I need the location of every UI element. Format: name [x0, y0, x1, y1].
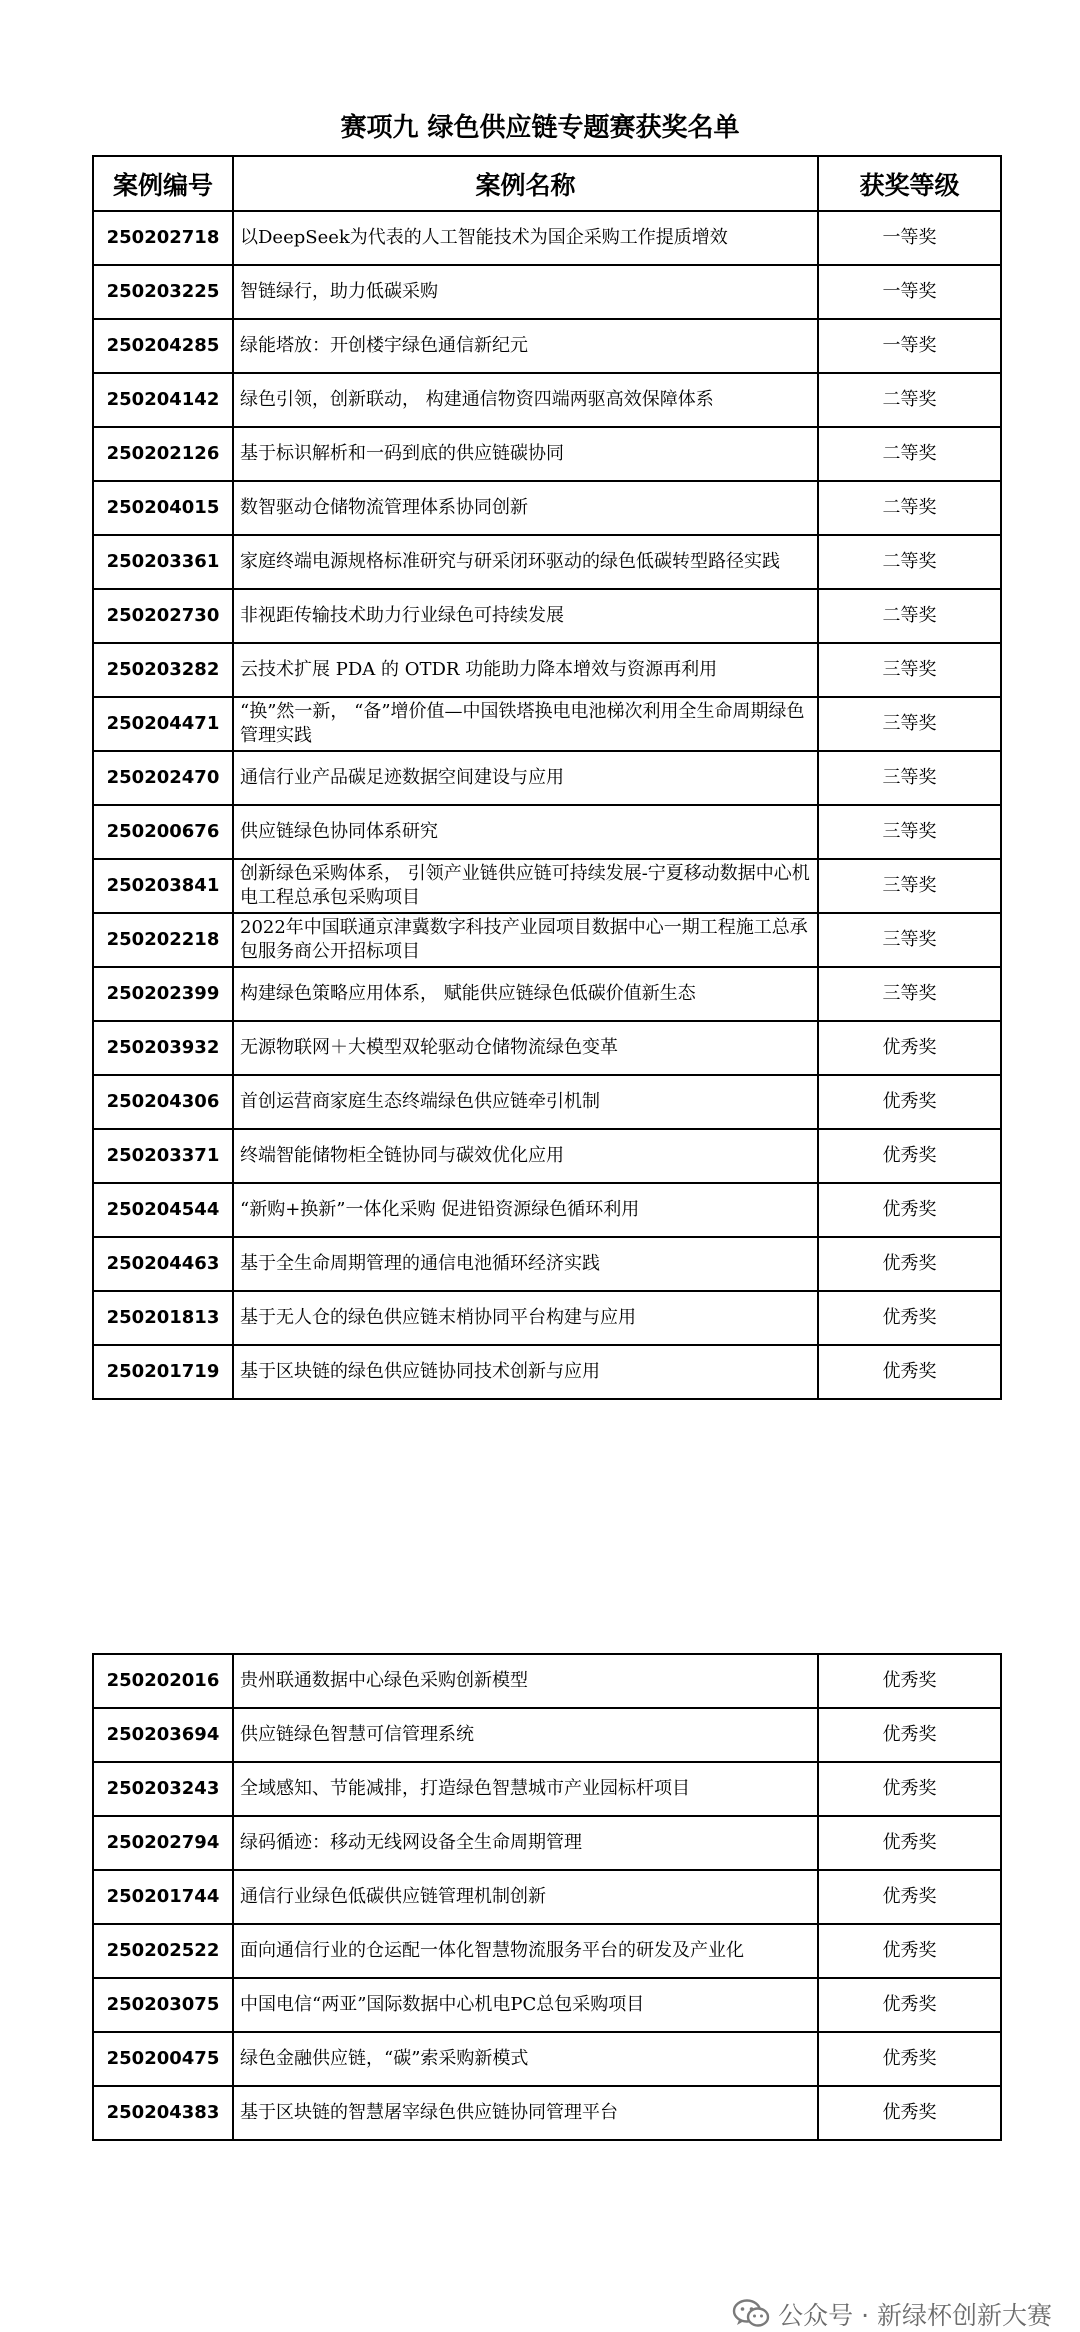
- case-id-cell: 250202470: [93, 751, 233, 805]
- case-id-cell: 250203243: [93, 1762, 233, 1816]
- award-level-cell: 优秀奖: [818, 2032, 1001, 2086]
- table-row: [93, 751, 1001, 805]
- award-level-cell: 三等奖: [818, 697, 1001, 751]
- case-name-cell: 云技术扩展 PDA 的 OTDR 功能助力降本增效与资源再利用: [233, 643, 818, 697]
- case-name-cell: 贵州联通数据中心绿色采购创新模型: [233, 1654, 818, 1708]
- table-row: [93, 1762, 1001, 1816]
- header-case-id: 案例编号: [93, 156, 233, 211]
- award-level-cell: 优秀奖: [818, 1183, 1001, 1237]
- watermark: [732, 2296, 1052, 2332]
- case-name-cell: 供应链绿色协同体系研究: [233, 805, 818, 859]
- award-level-cell: 优秀奖: [818, 1237, 1001, 1291]
- case-id-cell: 250203932: [93, 1021, 233, 1075]
- case-id-cell: 250202794: [93, 1816, 233, 1870]
- case-id-cell: 250201813: [93, 1291, 233, 1345]
- table-row: [93, 1183, 1001, 1237]
- award-level-cell: 优秀奖: [818, 1924, 1001, 1978]
- award-level-cell: 优秀奖: [818, 1345, 1001, 1399]
- case-id-cell: 250204015: [93, 481, 233, 535]
- award-level-cell: 三等奖: [818, 805, 1001, 859]
- award-level-cell: 优秀奖: [818, 1291, 1001, 1345]
- award-level-cell: 优秀奖: [818, 1978, 1001, 2032]
- awards-table-1: [92, 155, 1002, 1400]
- table-row: [93, 427, 1001, 481]
- table-row: [93, 805, 1001, 859]
- case-id-cell: 250203694: [93, 1708, 233, 1762]
- case-name-cell: “换”然一新， “备”增价值—中国铁塔换电电池梯次利用全生命周期绿色管理实践: [233, 697, 818, 751]
- award-level-cell: 三等奖: [818, 967, 1001, 1021]
- award-level-cell: 三等奖: [818, 643, 1001, 697]
- case-name-cell: “新购+换新”一体化采购 促进铅资源绿色循环利用: [233, 1183, 818, 1237]
- case-name-cell: 全域感知、节能减排，打造绿色智慧城市产业园标杆项目: [233, 1762, 818, 1816]
- case-name-cell: 面向通信行业的仓运配一体化智慧物流服务平台的研发及产业化: [233, 1924, 818, 1978]
- award-level-cell: 二等奖: [818, 427, 1001, 481]
- case-name-cell: 绿码循迹：移动无线网设备全生命周期管理: [233, 1816, 818, 1870]
- case-name-cell: 基于全生命周期管理的通信电池循环经济实践: [233, 1237, 818, 1291]
- case-name-cell: 无源物联网＋大模型双轮驱动仓储物流绿色变革: [233, 1021, 818, 1075]
- award-level-cell: 优秀奖: [818, 1762, 1001, 1816]
- table-row: [93, 643, 1001, 697]
- table-header-row: [93, 156, 1001, 211]
- table-row: [93, 1345, 1001, 1399]
- table-row: [93, 967, 1001, 1021]
- table-row: [93, 1870, 1001, 1924]
- award-level-cell: 优秀奖: [818, 1870, 1001, 1924]
- case-name-cell: 基于标识解析和一码到底的供应链碳协同: [233, 427, 818, 481]
- case-id-cell: 250203361: [93, 535, 233, 589]
- page-title: 赛项九 绿色供应链专题赛获奖名单: [340, 113, 740, 143]
- case-id-cell: 250203841: [93, 859, 233, 913]
- award-level-cell: 三等奖: [818, 913, 1001, 967]
- case-id-cell: 250200475: [93, 2032, 233, 2086]
- table-row: [93, 859, 1001, 913]
- case-name-cell: 绿能塔放：开创楼宇绿色通信新纪元: [233, 319, 818, 373]
- case-id-cell: 250204306: [93, 1075, 233, 1129]
- case-name-cell: 通信行业产品碳足迹数据空间建设与应用: [233, 751, 818, 805]
- case-name-cell: 通信行业绿色低碳供应链管理机制创新: [233, 1870, 818, 1924]
- case-name-cell: 终端智能储物柜全链协同与碳效优化应用: [233, 1129, 818, 1183]
- award-level-cell: 优秀奖: [818, 1816, 1001, 1870]
- awards-table-2: [92, 1653, 1002, 2141]
- table-row: [93, 481, 1001, 535]
- case-id-cell: 250204383: [93, 2086, 233, 2140]
- award-level-cell: 一等奖: [818, 211, 1001, 265]
- case-id-cell: 250203225: [93, 265, 233, 319]
- case-id-cell: 250202126: [93, 427, 233, 481]
- table-row: [93, 211, 1001, 265]
- table-row: [93, 265, 1001, 319]
- table-row: [93, 1978, 1001, 2032]
- case-name-cell: 数智驱动仓储物流管理体系协同创新: [233, 481, 818, 535]
- header-award-level: 获奖等级: [818, 156, 1001, 211]
- award-level-cell: 三等奖: [818, 859, 1001, 913]
- case-id-cell: 250204544: [93, 1183, 233, 1237]
- table-row: [93, 1021, 1001, 1075]
- case-name-cell: 绿色金融供应链，“碳”索采购新模式: [233, 2032, 818, 2086]
- case-id-cell: 250202399: [93, 967, 233, 1021]
- header-case-name: 案例名称: [233, 156, 818, 211]
- award-level-cell: 二等奖: [818, 589, 1001, 643]
- table-row: [93, 697, 1001, 751]
- award-level-cell: 优秀奖: [818, 1708, 1001, 1762]
- case-id-cell: 250204471: [93, 697, 233, 751]
- award-level-cell: 二等奖: [818, 373, 1001, 427]
- watermark-text: 公众号 · 新绿杯创新大赛: [778, 2301, 1052, 2330]
- award-level-cell: 一等奖: [818, 265, 1001, 319]
- award-level-cell: 三等奖: [818, 751, 1001, 805]
- case-id-cell: 250201744: [93, 1870, 233, 1924]
- case-id-cell: 250204285: [93, 319, 233, 373]
- case-name-cell: 绿色引领，创新联动， 构建通信物资四端两驱高效保障体系: [233, 373, 818, 427]
- table-row: [93, 1654, 1001, 1708]
- case-name-cell: 首创运营商家庭生态终端绿色供应链牵引机制: [233, 1075, 818, 1129]
- case-name-cell: 家庭终端电源规格标准研究与研采闭环驱动的绿色低碳转型路径实践: [233, 535, 818, 589]
- case-id-cell: 250202218: [93, 913, 233, 967]
- table-row: [93, 535, 1001, 589]
- case-name-cell: 基于区块链的绿色供应链协同技术创新与应用: [233, 1345, 818, 1399]
- table-row: [93, 1816, 1001, 1870]
- table-row: [93, 589, 1001, 643]
- case-id-cell: 250202522: [93, 1924, 233, 1978]
- case-id-cell: 250202718: [93, 211, 233, 265]
- case-id-cell: 250203075: [93, 1978, 233, 2032]
- case-id-cell: 250204142: [93, 373, 233, 427]
- award-level-cell: 一等奖: [818, 319, 1001, 373]
- case-id-cell: 250202730: [93, 589, 233, 643]
- case-id-cell: 250203282: [93, 643, 233, 697]
- table-row: [93, 2086, 1001, 2140]
- award-level-cell: 优秀奖: [818, 1654, 1001, 1708]
- award-level-cell: 优秀奖: [818, 1021, 1001, 1075]
- table-row: [93, 913, 1001, 967]
- table-row: [93, 373, 1001, 427]
- table-row: [93, 1291, 1001, 1345]
- case-id-cell: 250204463: [93, 1237, 233, 1291]
- case-id-cell: 250202016: [93, 1654, 233, 1708]
- award-level-cell: 优秀奖: [818, 1129, 1001, 1183]
- case-id-cell: 250201719: [93, 1345, 233, 1399]
- award-level-cell: 二等奖: [818, 481, 1001, 535]
- table-row: [93, 2032, 1001, 2086]
- case-name-cell: 非视距传输技术助力行业绿色可持续发展: [233, 589, 818, 643]
- wechat-icon: [732, 2299, 770, 2329]
- case-name-cell: 创新绿色采购体系， 引领产业链供应链可持续发展-宁夏移动数据中心机电工程总承包采购项目: [233, 859, 818, 913]
- case-name-cell: 基于区块链的智慧屠宰绿色供应链协同管理平台: [233, 2086, 818, 2140]
- award-level-cell: 优秀奖: [818, 1075, 1001, 1129]
- case-name-cell: 供应链绿色智慧可信管理系统: [233, 1708, 818, 1762]
- table-row: [93, 1708, 1001, 1762]
- case-name-cell: 2022年中国联通京津冀数字科技产业园项目数据中心一期工程施工总承包服务商公开招标项目: [233, 913, 818, 967]
- table-row: [93, 1129, 1001, 1183]
- table-row: [93, 1924, 1001, 1978]
- case-name-cell: 以DeepSeek为代表的人工智能技术为国企采购工作提质增效: [233, 211, 818, 265]
- table-row: [93, 1075, 1001, 1129]
- case-id-cell: 250200676: [93, 805, 233, 859]
- table-1-body: [93, 211, 1001, 1399]
- award-level-cell: 二等奖: [818, 535, 1001, 589]
- table-2-body: [93, 1654, 1001, 2140]
- case-id-cell: 250203371: [93, 1129, 233, 1183]
- case-name-cell: 构建绿色策略应用体系， 赋能供应链绿色低碳价值新生态: [233, 967, 818, 1021]
- table-row: [93, 319, 1001, 373]
- case-name-cell: 基于无人仓的绿色供应链末梢协同平台构建与应用: [233, 1291, 818, 1345]
- case-name-cell: 智链绿行，助力低碳采购: [233, 265, 818, 319]
- case-name-cell: 中国电信“两亚”国际数据中心机电PC总包采购项目: [233, 1978, 818, 2032]
- table-row: [93, 1237, 1001, 1291]
- award-level-cell: 优秀奖: [818, 2086, 1001, 2140]
